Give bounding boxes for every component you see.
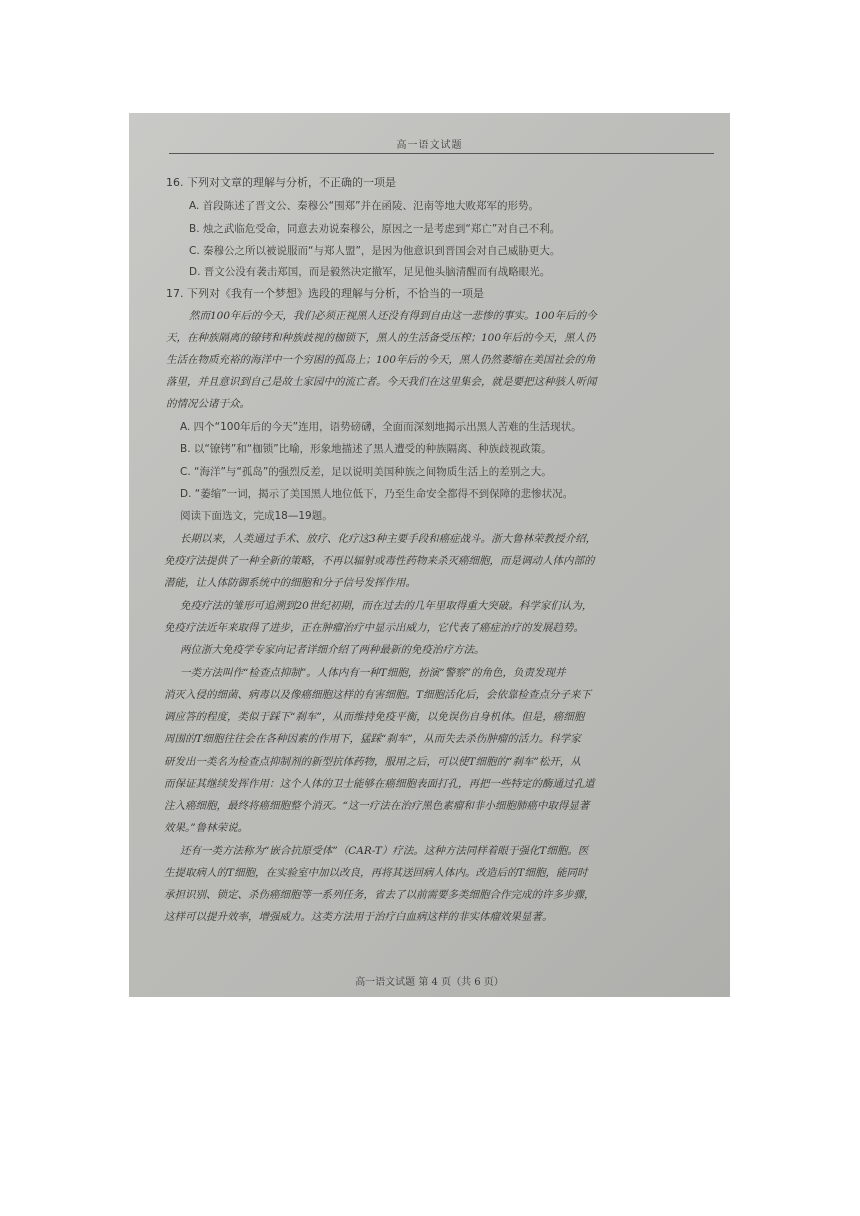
reading-line: 注入癌细胞，最终将癌细胞整个消灭。“这一疗法在治疗黑色素瘤和非小细胞肺癌中取得显著 (164, 800, 590, 812)
q16-stem: 16. 下列对文章的理解与分析，不正确的一项是 (166, 176, 396, 189)
reading-line: 研发出一类名为检查点抑制剂的新型抗体药物，服用之后，可以使T细胞的“刹车”松开，从 (164, 756, 581, 768)
reading-line: 免疫疗法提供了一种全新的策略，不再以辐射或毒性药物来杀灭癌细胞，而是调动人体内部的 (164, 555, 595, 567)
reading-line: 免疫疗法近年来取得了进步，正在肿瘤治疗中显示出威力，它代表了癌症治疗的发展趋势。 (164, 622, 584, 634)
reading-line: 效果。”鲁林荣说。 (164, 822, 249, 834)
reading-line: 还有一类方法称为“嵌合抗原受体”（CAR-T）疗法。这种方法同样着眼于强化T细胞。医 (180, 845, 589, 857)
reading-line: 调应答的程度，类似于踩下“刹车”，从而维持免疫平衡，以免误伤自身机体。但是，癌细胞 (164, 711, 585, 723)
q17-passage-line: 落里，并且意识到自己是故土家园中的流亡者。今天我们在这里集会，就是要把这种骇人听闻 (166, 376, 597, 388)
reading-line: 潜能，让人体防御系统中的细胞和分子信号发挥作用。 (164, 577, 416, 589)
q17-passage-line: 生活在物质充裕的海洋中一个穷困的孤岛上；100年后的今天，黑人仍然萎缩在美国社会的角 (166, 354, 596, 366)
page-header-title: 高一语文试题 (396, 140, 463, 151)
reading-line: 而保证其继续发挥作用：这个人体的卫士能够在癌细胞表面打孔，再把一些特定的酶通过孔道 (164, 778, 595, 790)
reading-line: 承担识别、锁定、杀伤癌细胞等一系列任务，省去了以前需要多类细胞合作完成的许多步骤， (164, 889, 595, 901)
reading-line: 周围的T细胞往往会在各种因素的作用下，猛踩“刹车”，从而失去杀伤肿瘤的活力。科学家 (164, 733, 581, 745)
reading-line: 这样可以提升效率，增强威力。这类方法用于治疗白血病这样的非实体瘤效果显著。 (164, 911, 553, 923)
reading-line: 消灭入侵的细菌、病毒以及像癌细胞这样的有害细胞。T细胞活化后，会依靠检查点分子来下 (164, 689, 592, 701)
q17-passage-line: 的情况公诸于众。 (166, 398, 250, 410)
reading-line: 一类方法叫作“检查点抑制”。人体内有一种T细胞，扮演“警察”的角色，负责发现并 (180, 667, 566, 679)
q17-passage-line: 然而100年后的今天，我们必须正视黑人还没有得到自由这一悲惨的事实。100年后的今 (189, 310, 597, 322)
q17-option-b: B. 以“镣铐”和“枷锁”比喻，形象地描述了黑人遭受的种族隔离、种族歧视政策。 (180, 443, 552, 455)
q17-stem: 17. 下列对《我有一个梦想》选段的理解与分析，不恰当的一项是 (166, 287, 484, 300)
header-rule (169, 153, 714, 154)
page-footer: 高一语文试题 第 4 页（共 6 页） (355, 977, 504, 988)
q17-passage-line: 天，在种族隔离的镣铐和种族歧视的枷锁下，黑人的生活备受压榨；100年后的今天，黑人仍 (166, 332, 596, 344)
reading-line: 生提取病人的T细胞，在实验室中加以改良，再将其送回病人体内。改造后的T细胞，能同时 (164, 867, 588, 879)
reading-line: 两位浙大免疫学专家向记者详细介绍了两种最新的免疫治疗方法。 (180, 644, 485, 656)
reading-line: 长期以来，人类通过手术、放疗、化疗这3种主要手段和癌症战斗。浙大鲁林荣教授介绍， (180, 533, 597, 545)
q17-option-c: C. “海洋”与“孤岛”的强烈反差，足以说明美国种族之间物质生活上的差别之大。 (180, 466, 552, 478)
q16-option-a: A. 首段陈述了晋文公、秦穆公“围郑”并在函陵、氾南等地大败郑军的形势。 (189, 200, 540, 212)
q17-option-a: A. 四个“100年后的今天”连用，语势磅礴，全面而深刻地揭示出黑人苦难的生活现状。 (180, 421, 582, 433)
exam-page-photo (129, 113, 730, 997)
reading-instruction: 阅读下面选文，完成18—19题。 (180, 510, 333, 522)
q16-option-d: D. 晋文公没有袭击郑国，而是毅然决定撤军，足见他头脑清醒而有战略眼光。 (189, 266, 551, 278)
q17-option-d: D. “萎缩”一词，揭示了美国黑人地位低下，乃至生命安全都得不到保障的悲惨状况。 (180, 488, 574, 500)
q16-option-b: B. 烛之武临危受命，同意去劝说秦穆公，原因之一是考虑到“郑亡”对自己不利。 (189, 223, 561, 235)
exam-sheet (129, 113, 730, 997)
q16-option-c: C. 秦穆公之所以被说服而“与郑人盟”，是因为他意识到晋国会对自己威胁更大。 (189, 245, 561, 257)
reading-line: 免疫疗法的雏形可追溯到20世纪初期，而在过去的几年里取得重大突破。科学家们认为， (180, 600, 593, 612)
